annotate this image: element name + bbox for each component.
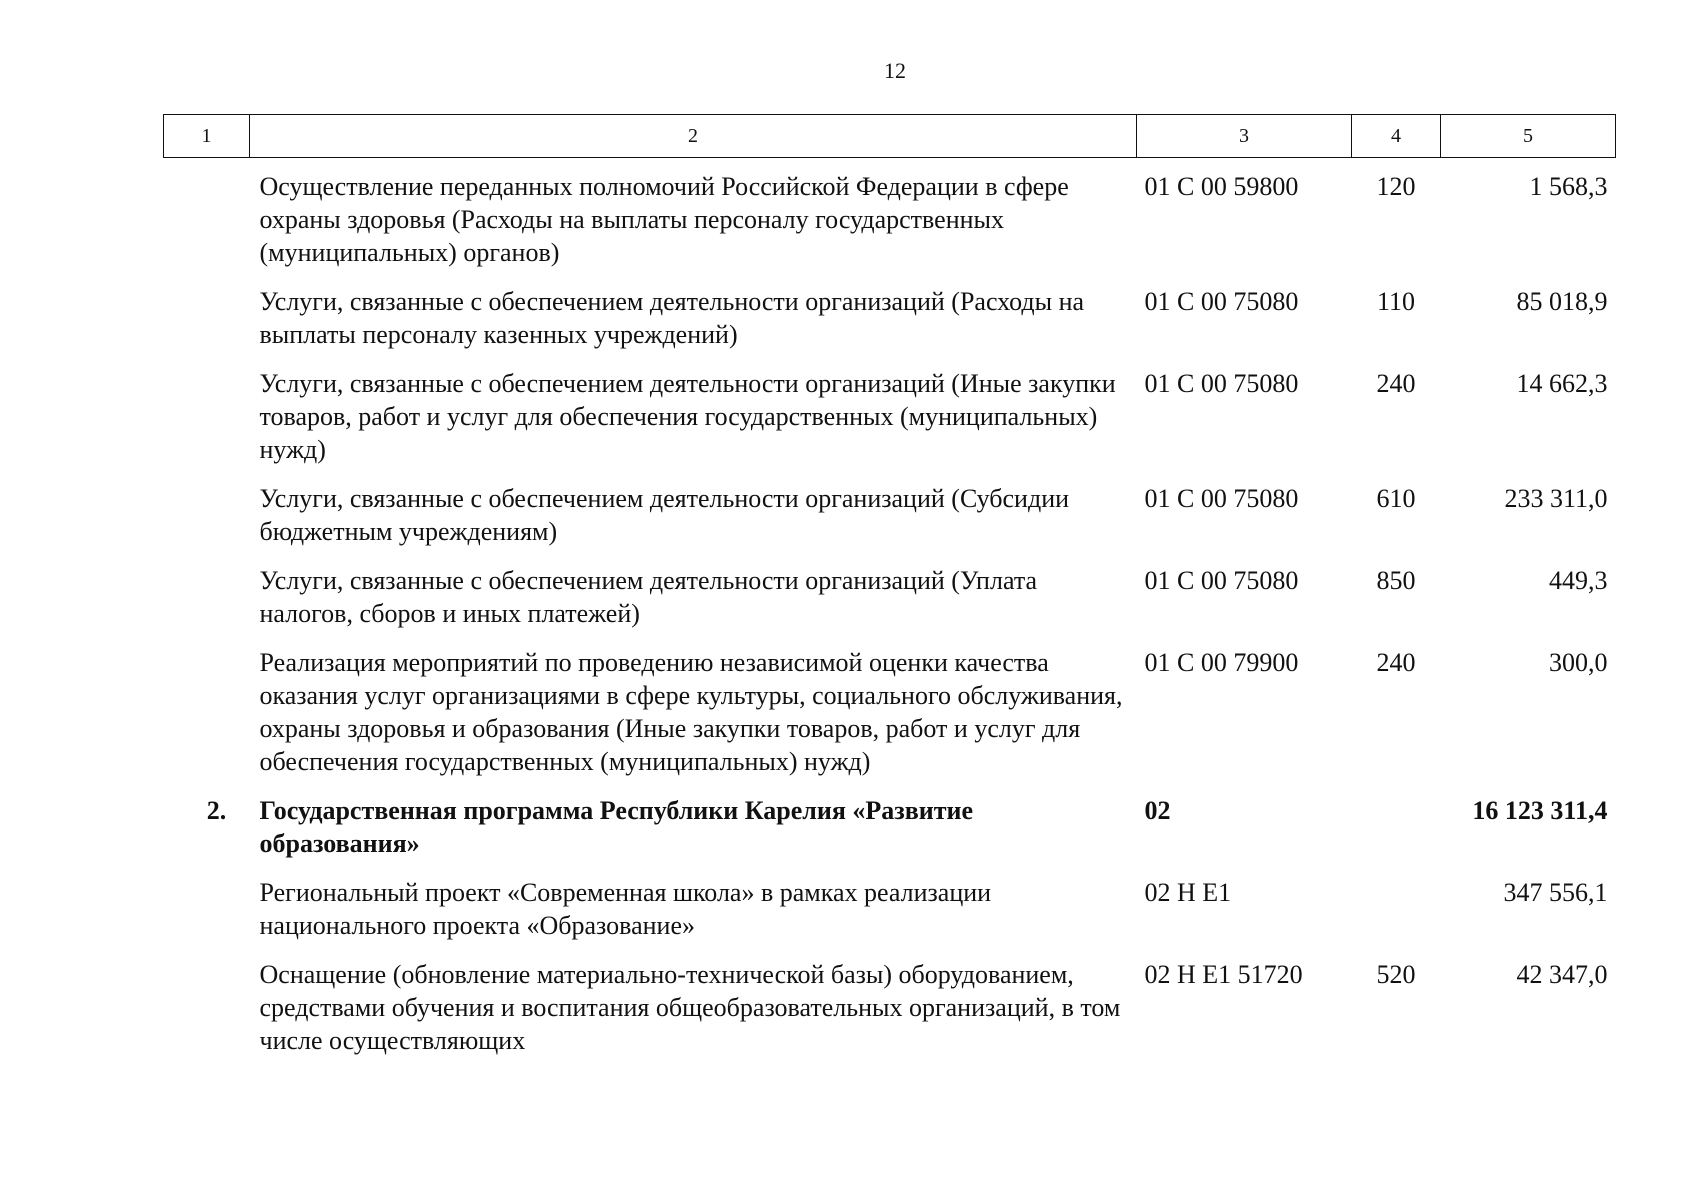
- table-header: [164, 115, 1616, 158]
- row-expense-type: 240: [1376, 648, 1416, 677]
- table-row: [164, 285, 1616, 367]
- table-row: [164, 564, 1616, 646]
- row-number: [164, 158, 250, 286]
- row-code: 01 С 00 75080: [1144, 369, 1299, 398]
- table-row: [164, 794, 1616, 876]
- table-row: [164, 958, 1616, 1073]
- row-number: [164, 876, 250, 958]
- header-row: [164, 115, 1616, 158]
- row-amount: 233 311,0: [1504, 484, 1608, 513]
- header-col-1: 1: [164, 115, 250, 158]
- row-code: 01 С 00 75080: [1144, 566, 1299, 595]
- row-expense-type: 520: [1376, 960, 1416, 989]
- row-name: Услуги, связанные с обеспечением деятельности организаций (Субсидии бюджетным учреждениям): [259, 484, 1070, 546]
- row-number: [164, 367, 250, 482]
- row-name: Услуги, связанные с обеспечением деятельности организаций (Уплата налогов, сборов и иных платежей): [259, 566, 1038, 628]
- row-code: 01 С 00 79900: [1144, 648, 1299, 677]
- row-code: 01 С 00 75080: [1144, 287, 1299, 316]
- row-number: [164, 646, 250, 794]
- row-number: [164, 958, 250, 1073]
- header-col-4: 4: [1352, 115, 1441, 158]
- table-row: [164, 158, 1616, 286]
- row-number: 2.: [206, 796, 227, 825]
- table-row: [164, 646, 1616, 794]
- table-row: [164, 482, 1616, 564]
- row-amount: 85 018,9: [1516, 287, 1608, 316]
- row-number: [164, 564, 250, 646]
- budget-table: [163, 114, 1616, 1073]
- row-name: Осуществление переданных полномочий Российской Федерации в сфере охраны здоровья (Расходы на выплаты персоналу государственных (муниципальных) органов): [259, 172, 1069, 267]
- table-row: [164, 367, 1616, 482]
- row-name: Оснащение (обновление материально-технической базы) оборудованием, средствами обучения и воспитания общеобразовательных организаций, в том числе осуществляющих: [259, 960, 1121, 1055]
- row-expense-type: 120: [1376, 172, 1416, 201]
- row-expense-type: 110: [1376, 287, 1416, 316]
- row-name: Государственная программа Республики Карелия «Развитие образования»: [259, 796, 974, 858]
- row-expense-type: 850: [1376, 566, 1416, 595]
- row-code: 02: [1144, 796, 1171, 825]
- row-amount: 300,0: [1549, 648, 1608, 677]
- row-amount: 1 568,3: [1529, 172, 1608, 201]
- row-code: 01 С 00 59800: [1144, 172, 1299, 201]
- header-col-3: 3: [1137, 115, 1352, 158]
- row-code: 02 Н Е1: [1144, 878, 1232, 907]
- row-name: Реализация мероприятий по проведению независимой оценки качества оказания услуг организациями в сфере культуры, социального обслуживания, охраны здоровья и образования (Иные закупки товаров, работ и услуг для обеспечения государственных (муниципальных) нужд): [259, 648, 1123, 776]
- row-expense-type: 240: [1376, 369, 1416, 398]
- row-amount: 42 347,0: [1516, 960, 1608, 989]
- row-number: [164, 285, 250, 367]
- header-col-5: 5: [1441, 115, 1616, 158]
- row-code: 01 С 00 75080: [1144, 484, 1299, 513]
- row-amount: 14 662,3: [1516, 369, 1608, 398]
- page-number: 12: [884, 58, 906, 83]
- table-row: [164, 876, 1616, 958]
- row-number: [164, 482, 250, 564]
- row-name: Услуги, связанные с обеспечением деятельности организаций (Расходы на выплаты персоналу казенных учреждений): [259, 287, 1085, 349]
- row-amount: 449,3: [1549, 566, 1608, 595]
- row-name: Услуги, связанные с обеспечением деятельности организаций (Иные закупки товаров, работ и услуг для обеспечения государственных (муниципальных) нужд): [259, 369, 1116, 464]
- row-name: Региональный проект «Современная школа» в рамках реализации национального проекта «Образование»: [259, 878, 992, 940]
- row-expense-type: [1352, 876, 1441, 958]
- row-amount: 347 556,1: [1503, 878, 1608, 907]
- row-amount: 16 123 311,4: [1472, 796, 1608, 825]
- table-body: [164, 158, 1616, 1074]
- header-col-2: 2: [250, 115, 1137, 158]
- row-expense-type: 610: [1376, 484, 1416, 513]
- row-code: 02 Н Е1 51720: [1144, 960, 1303, 989]
- row-expense-type: [1352, 794, 1441, 876]
